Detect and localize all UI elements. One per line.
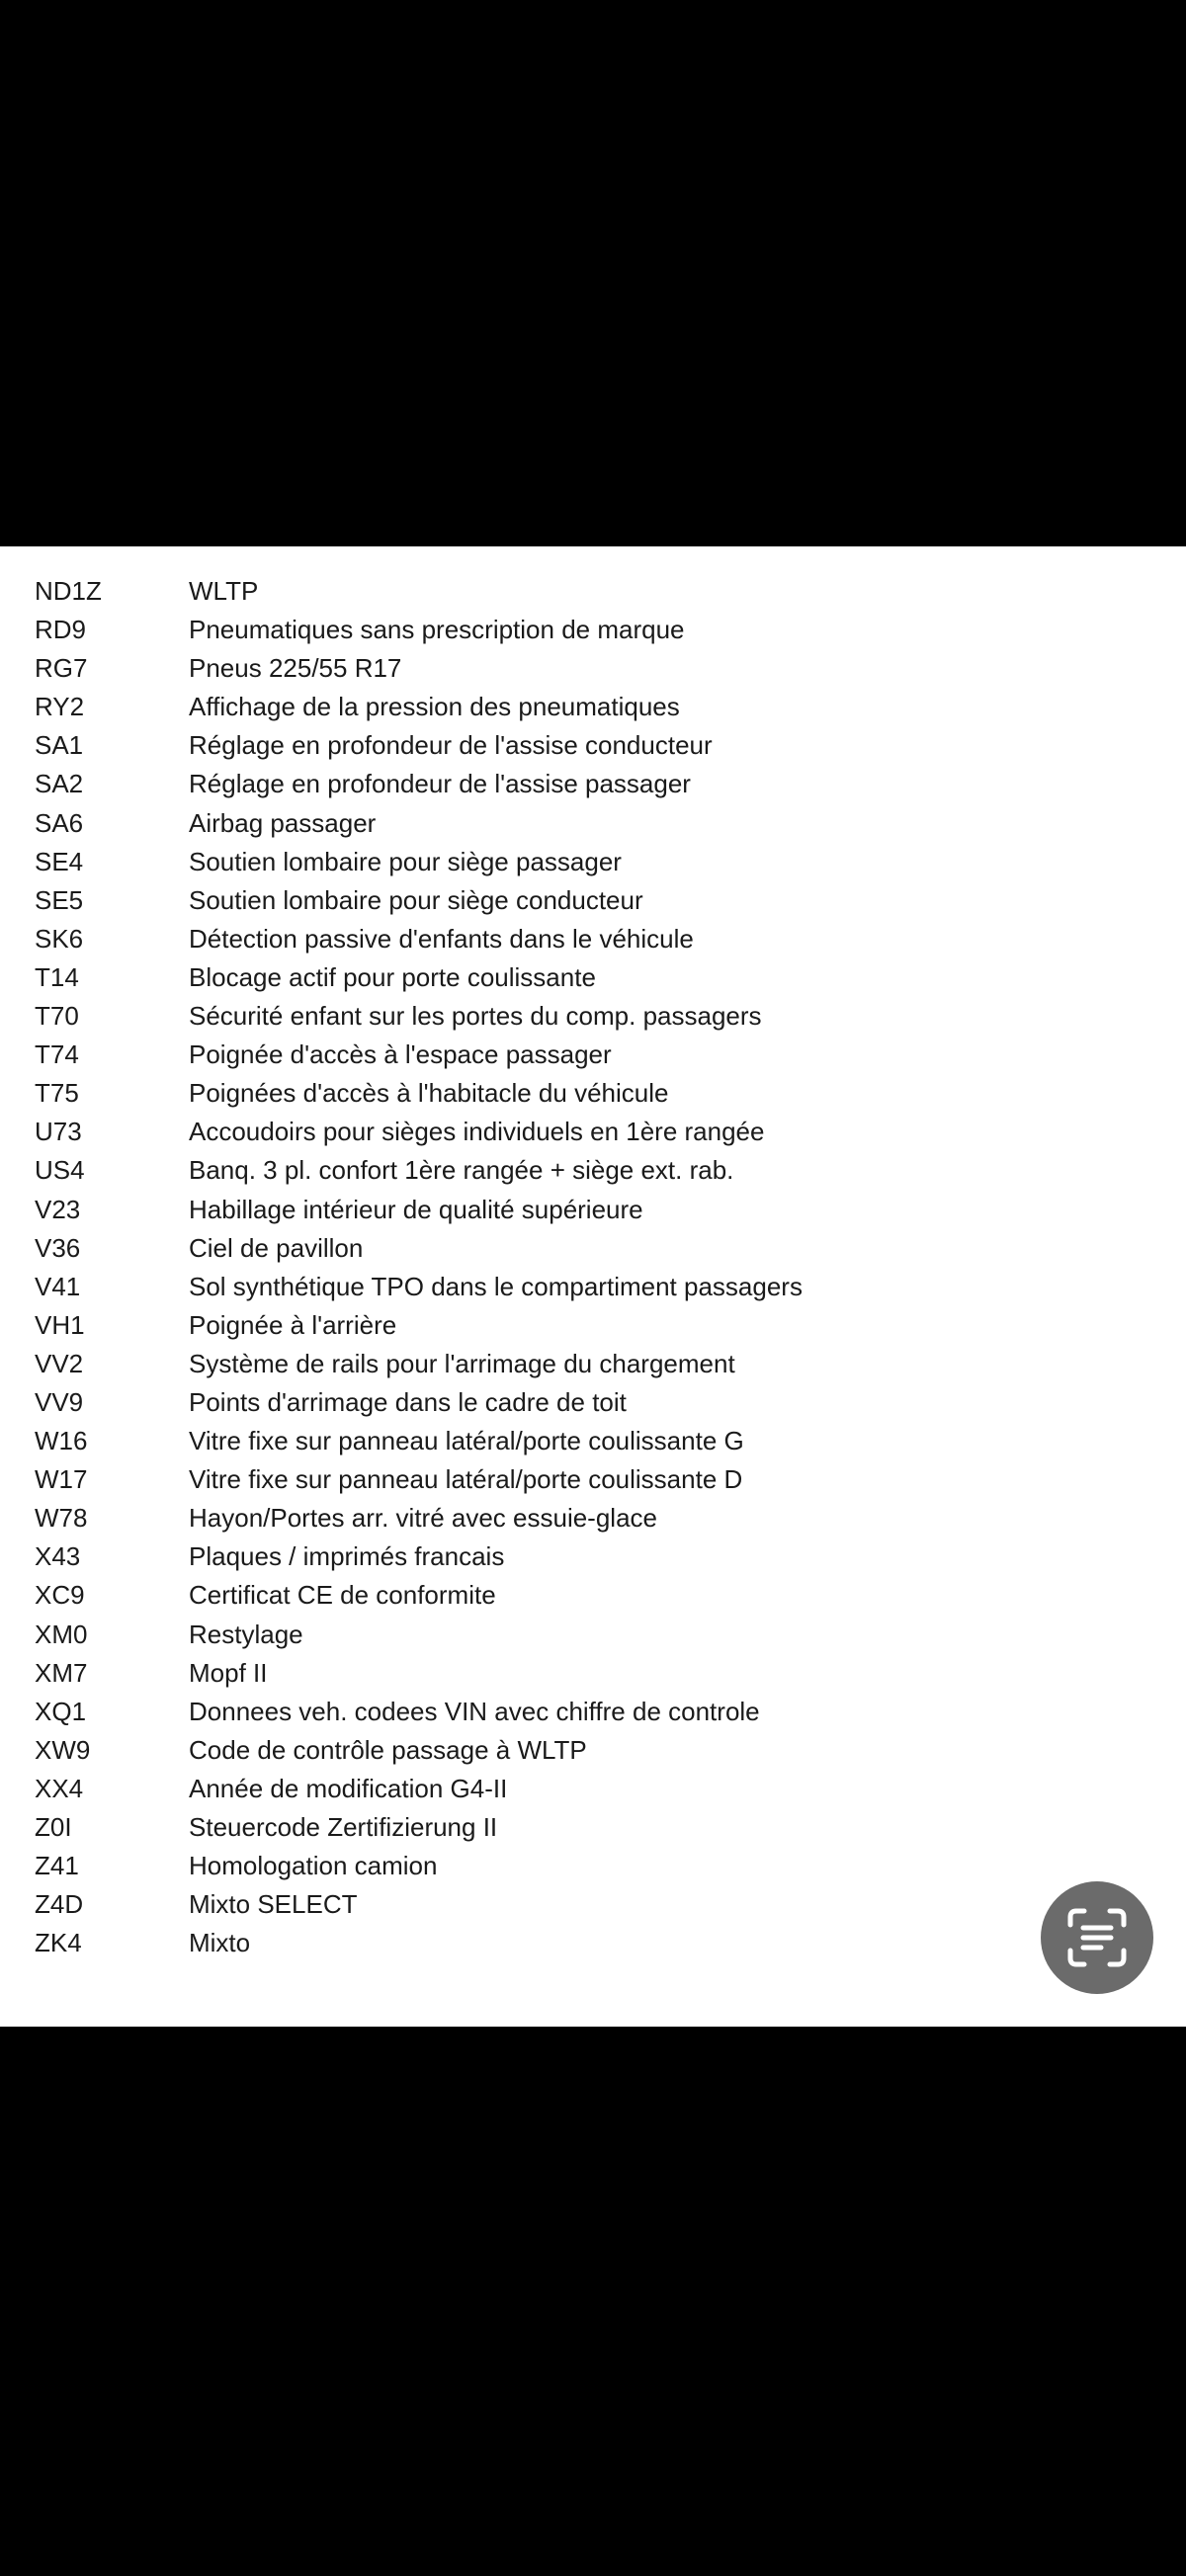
option-description: Habillage intérieur de qualité supérieure [189, 1194, 643, 1224]
option-code: XM7 [35, 1657, 88, 1688]
option-description: Accoudoirs pour sièges individuels en 1ère rangée [189, 1117, 765, 1147]
option-code: V36 [35, 1232, 81, 1263]
option-code: XX4 [35, 1773, 84, 1803]
option-row [0, 688, 1186, 726]
option-description: Mixto [189, 1928, 251, 1958]
option-description: Vitre fixe sur panneau latéral/porte coulissante G [189, 1426, 744, 1456]
option-row [0, 1191, 1186, 1229]
option-code: SA2 [35, 769, 84, 799]
option-code: VV9 [35, 1386, 84, 1417]
option-description: Hayon/Portes arr. vitré avec essuie-glace [189, 1503, 657, 1534]
option-description: Restylage [189, 1619, 303, 1649]
option-code: W78 [35, 1503, 88, 1534]
text-scan-icon [1062, 1903, 1132, 1972]
option-row [0, 843, 1186, 881]
option-description: Plaques / imprimés francais [189, 1541, 505, 1572]
option-code: T74 [35, 1039, 79, 1070]
option-code: SE5 [35, 884, 84, 915]
option-code: VV2 [35, 1348, 84, 1378]
option-code: XW9 [35, 1734, 91, 1765]
option-row [0, 881, 1186, 920]
text-scan-button[interactable] [1041, 1881, 1153, 1994]
option-row [0, 1693, 1186, 1731]
option-row [0, 1422, 1186, 1460]
option-row [0, 1229, 1186, 1268]
option-row [0, 804, 1186, 843]
option-code: Z0I [35, 1812, 72, 1842]
option-row [0, 1808, 1186, 1847]
option-code: SE4 [35, 846, 84, 876]
option-description: Code de contrôle passage à WLTP [189, 1734, 587, 1765]
option-row [0, 1345, 1186, 1383]
option-row [0, 1306, 1186, 1345]
option-code: XQ1 [35, 1696, 87, 1726]
option-row [0, 1924, 1186, 1962]
option-row [0, 1770, 1186, 1808]
option-description: Points d'arrimage dans le cadre de toit [189, 1386, 627, 1417]
option-row [0, 958, 1186, 997]
document-image [0, 546, 1186, 2027]
option-description: Sécurité enfant sur les portes du comp. passagers [189, 1001, 762, 1032]
option-row [0, 726, 1186, 765]
option-code: W17 [35, 1464, 88, 1495]
option-description: Banq. 3 pl. confort 1ère rangée + siège ext. rab. [189, 1155, 734, 1186]
option-code: Z4D [35, 1889, 84, 1920]
option-row [0, 649, 1186, 688]
option-row [0, 1576, 1186, 1615]
option-row [0, 1074, 1186, 1113]
option-row [0, 1885, 1186, 1924]
option-description: WLTP [189, 576, 259, 606]
option-code: T75 [35, 1078, 79, 1109]
option-description: Vitre fixe sur panneau latéral/porte coulissante D [189, 1464, 743, 1495]
option-code: ZK4 [35, 1928, 82, 1958]
option-code: V23 [35, 1194, 81, 1224]
option-description: Steuercode Zertifizierung II [189, 1812, 498, 1842]
option-code: SA1 [35, 730, 84, 761]
option-row [0, 1616, 1186, 1654]
option-code: XC9 [35, 1580, 85, 1611]
option-row [0, 1499, 1186, 1537]
option-description: Soutien lombaire pour siège passager [189, 846, 622, 876]
option-code-list [0, 572, 1186, 1962]
option-description: Ciel de pavillon [189, 1232, 364, 1263]
option-code: W16 [35, 1426, 88, 1456]
option-description: Système de rails pour l'arrimage du chargement [189, 1348, 735, 1378]
option-row [0, 765, 1186, 803]
option-description: Donnees veh. codees VIN avec chiffre de controle [189, 1696, 760, 1726]
option-description: Blocage actif pour porte coulissante [189, 961, 596, 992]
option-code: VH1 [35, 1309, 85, 1340]
option-description: Homologation camion [189, 1851, 438, 1881]
option-description: Poignées d'accès à l'habitacle du véhicule [189, 1078, 669, 1109]
option-code: SK6 [35, 923, 84, 954]
option-code: ND1Z [35, 576, 102, 606]
option-code: XM0 [35, 1619, 88, 1649]
option-code: Z41 [35, 1851, 79, 1881]
option-row [0, 1460, 1186, 1499]
bottom-black-area [0, 2027, 1186, 2576]
option-description: Mopf II [189, 1657, 268, 1688]
option-description: Certificat CE de conformite [189, 1580, 496, 1611]
option-code: T70 [35, 1001, 79, 1032]
option-row [0, 1731, 1186, 1770]
option-code: U73 [35, 1117, 82, 1147]
option-code: RY2 [35, 692, 85, 722]
option-description: Airbag passager [189, 807, 377, 838]
option-description: Poignée d'accès à l'espace passager [189, 1039, 612, 1070]
option-row [0, 1113, 1186, 1151]
option-description: Détection passive d'enfants dans le véhicule [189, 923, 694, 954]
option-code: SA6 [35, 807, 84, 838]
option-code: V41 [35, 1271, 81, 1301]
option-description: Affichage de la pression des pneumatiques [189, 692, 680, 722]
option-row [0, 920, 1186, 958]
option-code: X43 [35, 1541, 81, 1572]
option-row [0, 1654, 1186, 1693]
option-description: Pneumatiques sans prescription de marque [189, 615, 685, 645]
option-code: RD9 [35, 615, 87, 645]
option-row [0, 572, 1186, 611]
option-row [0, 1268, 1186, 1306]
option-row [0, 997, 1186, 1036]
option-description: Poignée à l'arrière [189, 1309, 397, 1340]
option-description: Soutien lombaire pour siège conducteur [189, 884, 643, 915]
option-description: Pneus 225/55 R17 [189, 653, 402, 684]
top-black-area [0, 0, 1186, 546]
option-row [0, 611, 1186, 649]
option-code: US4 [35, 1155, 85, 1186]
option-code: T14 [35, 961, 79, 992]
option-description: Année de modification G4-II [189, 1773, 508, 1803]
option-row [0, 1036, 1186, 1074]
option-description: Réglage en profondeur de l'assise conducteur [189, 730, 713, 761]
option-code: RG7 [35, 653, 88, 684]
option-row [0, 1383, 1186, 1422]
option-row [0, 1847, 1186, 1885]
option-row [0, 1537, 1186, 1576]
option-description: Mixto SELECT [189, 1889, 358, 1920]
option-row [0, 1151, 1186, 1190]
option-description: Réglage en profondeur de l'assise passager [189, 769, 691, 799]
option-description: Sol synthétique TPO dans le compartiment passagers [189, 1271, 803, 1301]
